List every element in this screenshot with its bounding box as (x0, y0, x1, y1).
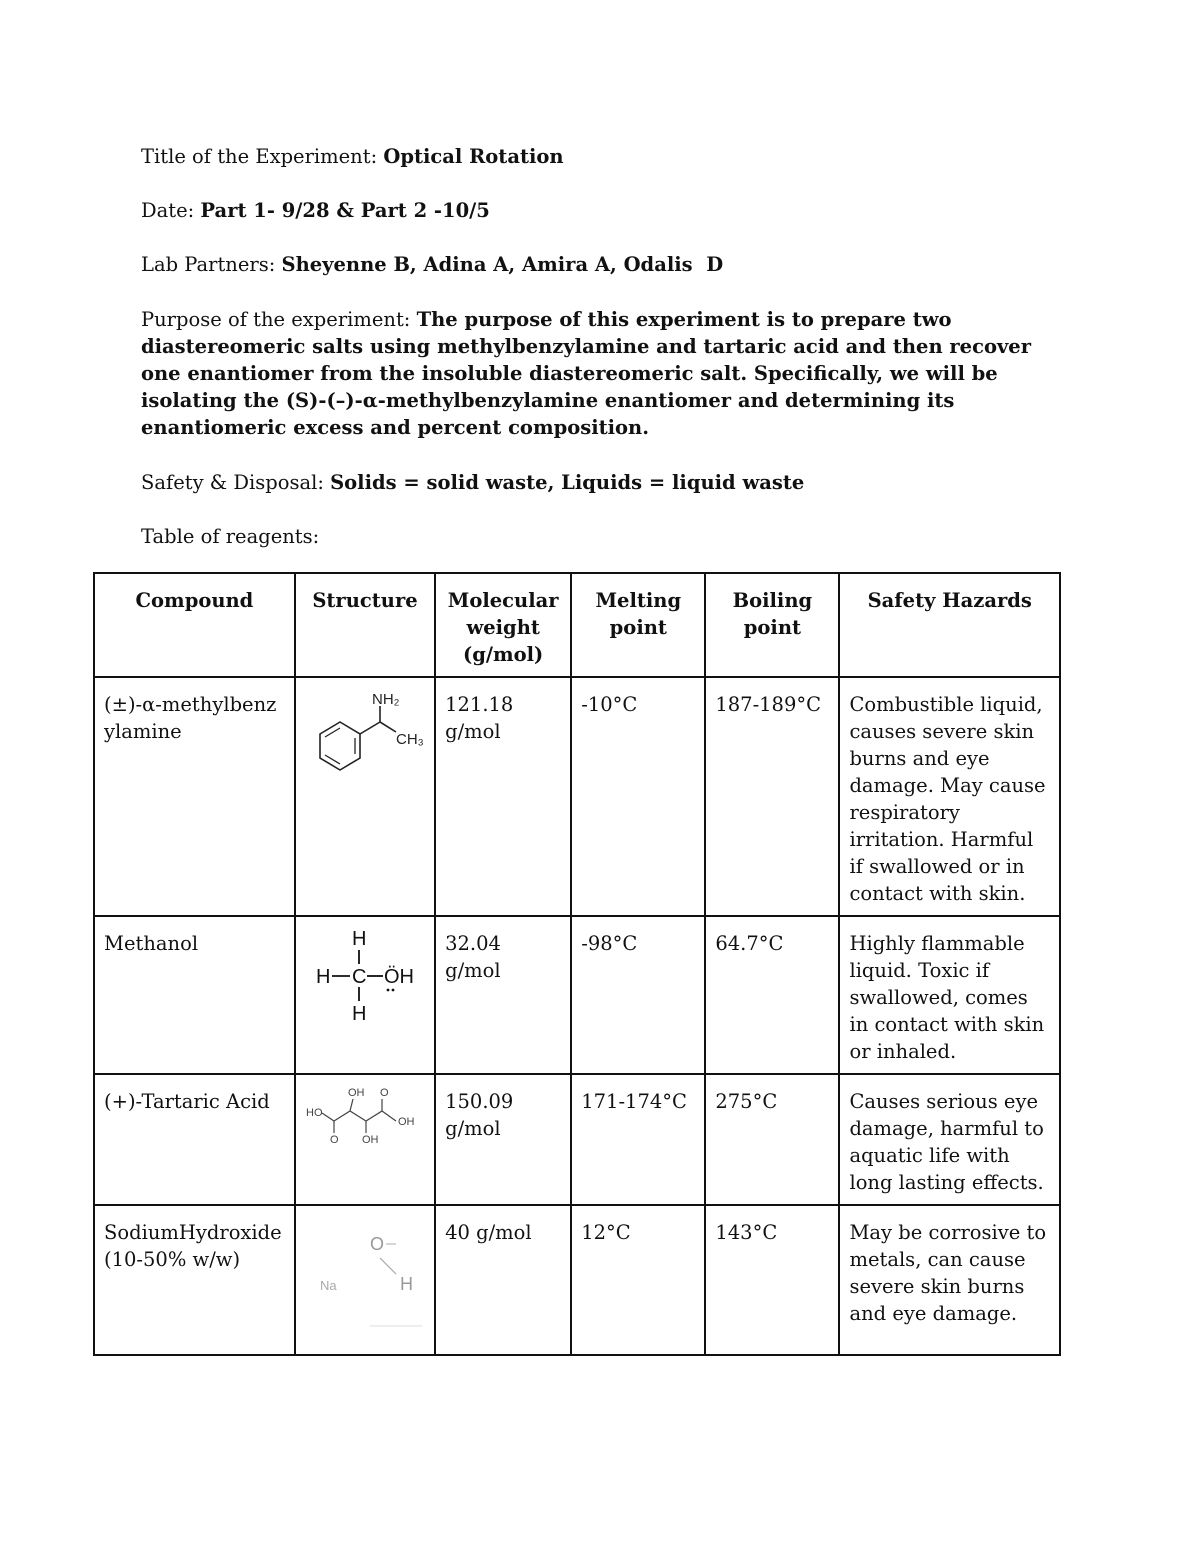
title-label: Title of the Experiment: (141, 145, 378, 168)
tartaric-acid-structure-icon (300, 1081, 420, 1151)
date-label: Date: (141, 199, 195, 222)
compound-cell: SodiumHydroxide (10-50% w/w) (94, 1205, 295, 1355)
purpose-paragraph (141, 306, 1071, 441)
oh-label: ÖH (383, 966, 414, 988)
header-boiling-point: Boiling point (705, 573, 839, 677)
sodium-hydroxide-structure-icon (300, 1212, 428, 1332)
melting-point-cell: -10°C (571, 677, 705, 916)
purpose-value: The purpose of this experiment is to prepare two diastereomeric salts using methylbenzylamine and tartaric acid and then recover one enantiomer from the insoluble diastereomeric salt. Specifically, we will be isolating the (S)-(–)-α-methylbenzylamine enantiomer and determining its enantiomeric excess and percent composition. (141, 308, 1031, 439)
molecular-weight-cell: 32.04 g/mol (435, 916, 571, 1074)
compound-cell: Methanol (94, 916, 295, 1074)
nh2-label: NH₂ (371, 691, 400, 708)
partners-value: Sheyenne B, Adina A, Amira A, Odalis D (281, 253, 724, 276)
oh-bottom-label: OH (361, 1134, 379, 1146)
date-value: Part 1- 9/28 & Part 2 -10/5 (200, 199, 490, 222)
safety-hazards-cell: May be corrosive to metals, can cause severe skin burns and eye damage. (839, 1205, 1060, 1355)
table-row (94, 916, 1060, 1074)
ch3-label: CH₃ (395, 731, 424, 748)
safety-hazards-cell: Highly flammable liquid. Toxic if swallowed, comes in contact with skin or inhaled. (839, 916, 1060, 1074)
structure-cell (295, 677, 435, 916)
molecular-weight-cell: 40 g/mol (435, 1205, 571, 1355)
melting-point-cell: -98°C (571, 916, 705, 1074)
boiling-point-cell: 187-189°C (705, 677, 839, 916)
h-top-label: H (351, 928, 367, 950)
purpose-label: Purpose of the experiment: (141, 308, 411, 331)
c-label: C (351, 966, 367, 988)
header-structure: Structure (295, 573, 435, 677)
melting-point-cell: 12°C (571, 1205, 705, 1355)
title-value: Optical Rotation (383, 145, 564, 168)
boiling-point-cell: 275°C (705, 1074, 839, 1205)
methanol-structure-icon (300, 923, 420, 1023)
oh-right-label: OH (397, 1116, 415, 1128)
safety-value: Solids = solid waste, Liquids = liquid waste (330, 471, 805, 494)
header-melting-point: Melting point (571, 573, 705, 677)
melting-point-cell: 171-174°C (571, 1074, 705, 1205)
safety-disposal-line (141, 469, 804, 496)
boiling-point-cell: 143°C (705, 1205, 839, 1355)
table-row (94, 677, 1060, 916)
safety-hazards-cell: Causes serious eye damage, harmful to aquatic life with long lasting effects. (839, 1074, 1060, 1205)
table-caption: Table of reagents: (141, 525, 320, 548)
table-row (94, 1205, 1060, 1355)
na-faint-label: Na (319, 1278, 337, 1293)
structure-cell (295, 1074, 435, 1205)
alpha-methylbenzylamine-structure-icon (300, 684, 424, 794)
experiment-title-line (141, 143, 564, 170)
o-bottom-label: O (329, 1134, 339, 1146)
compound-cell: (±)-α-methylbenz ylamine (94, 677, 295, 916)
date-line (141, 197, 490, 224)
oh-top-label: OH (347, 1087, 365, 1099)
molecular-weight-cell: 150.09 g/mol (435, 1074, 571, 1205)
safety-label: Safety & Disposal: (141, 471, 324, 494)
header-molecular-weight: Molecular weight (g/mol) (435, 573, 571, 677)
header-compound: Compound (94, 573, 295, 677)
molecular-weight-cell: 121.18 g/mol (435, 677, 571, 916)
safety-hazards-cell: Combustible liquid, causes severe skin burns and eye damage. May cause respiratory irritation. Harmful if swallowed or in contact with skin. (839, 677, 1060, 916)
table-header-row (94, 573, 1060, 677)
h-bottom-label: H (351, 1003, 367, 1025)
h-left-label: H (315, 966, 331, 988)
reagents-table (93, 572, 1061, 1356)
o-faint-label: O (369, 1234, 384, 1254)
partners-label: Lab Partners: (141, 253, 276, 276)
ho-left-label: HO (305, 1107, 323, 1119)
h-faint-label: H (399, 1274, 413, 1294)
boiling-point-cell: 64.7°C (705, 916, 839, 1074)
compound-cell: (+)-Tartaric Acid (94, 1074, 295, 1205)
o-top-label: O (379, 1087, 389, 1099)
lab-partners-line (141, 251, 723, 278)
structure-cell (295, 916, 435, 1074)
structure-cell (295, 1205, 435, 1355)
header-safety-hazards: Safety Hazards (839, 573, 1060, 677)
table-row (94, 1074, 1060, 1205)
